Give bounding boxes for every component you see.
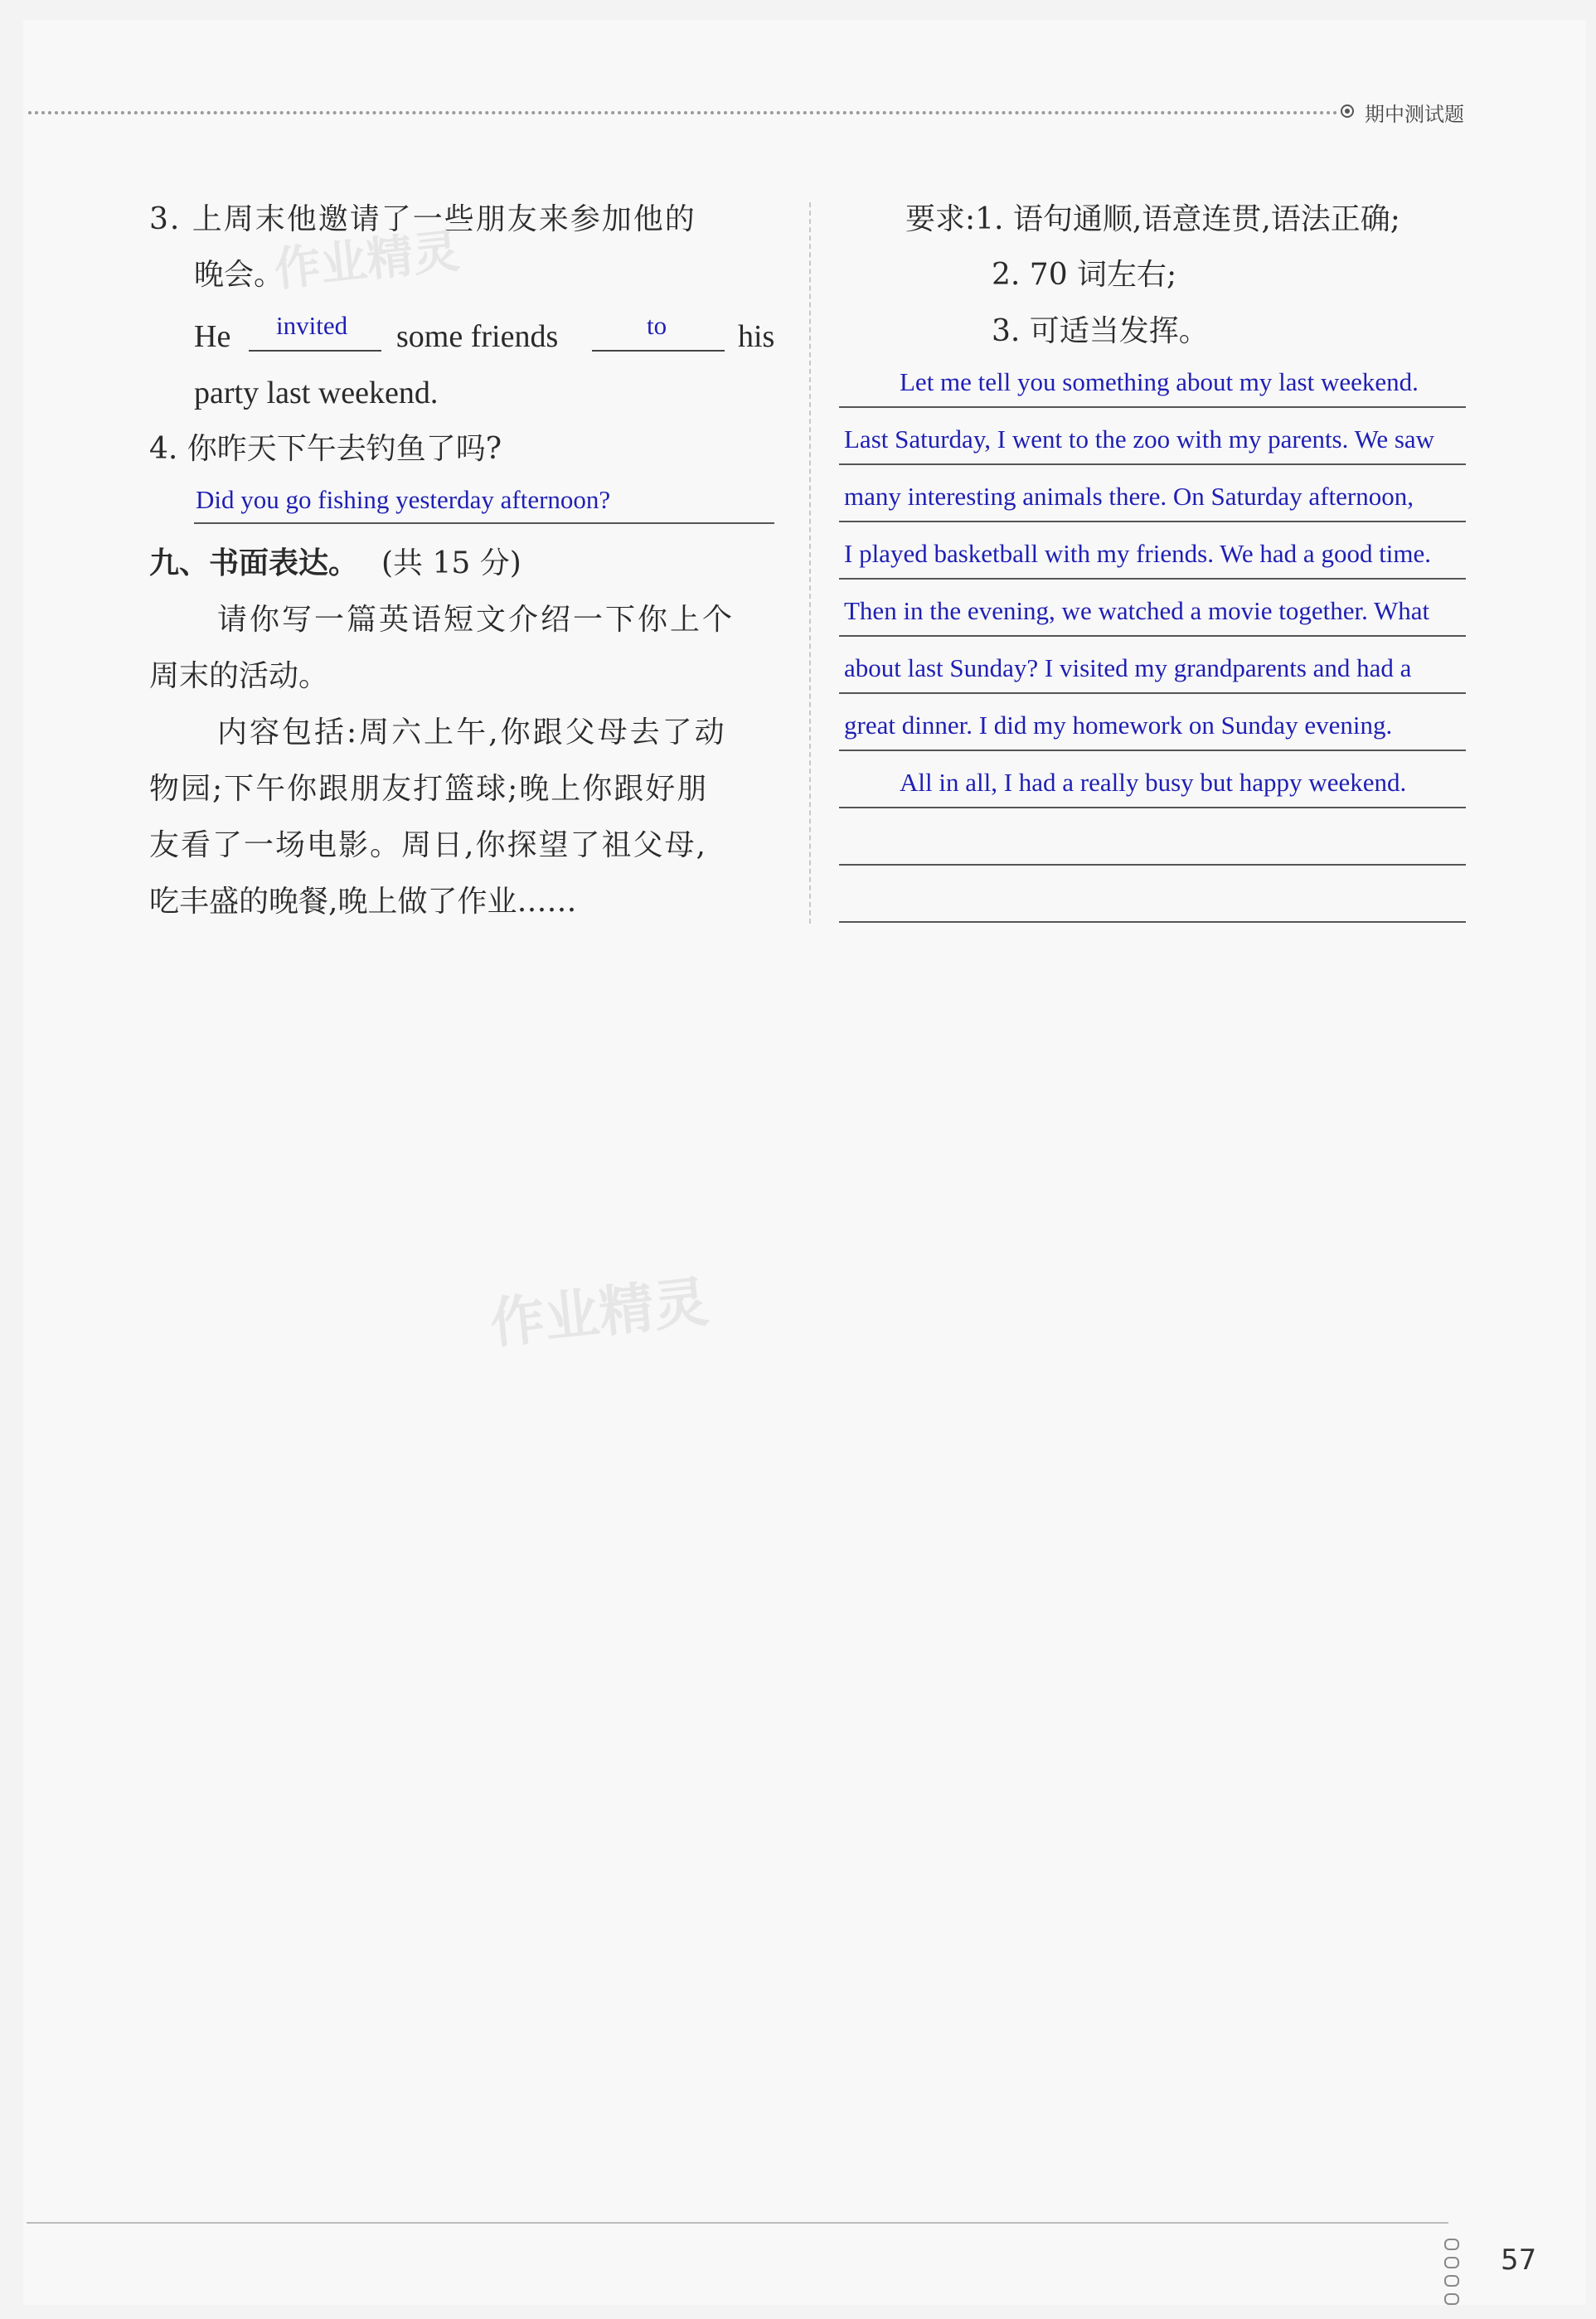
requirement-3: 3. 可适当发挥。 (992, 314, 1209, 348)
essay-line-3: many interesting animals there. On Saturday afternoon, (844, 482, 1414, 511)
q3-he: He (194, 319, 231, 354)
essay-line-1: Let me tell you something about my last weekend. (900, 367, 1419, 396)
q4-prompt: 4. 你昨天下午去钓鱼了吗? (149, 432, 502, 466)
margin-mark (1444, 2257, 1459, 2268)
page-sheet (23, 20, 1586, 2305)
essay-rule-9 (839, 864, 1466, 866)
essay-line-5: Then in the evening, we watched a movie together. What (844, 596, 1430, 625)
q3-his: his (738, 319, 775, 354)
essay-line-6: about last Sunday? I visited my grandparents and had a (844, 653, 1412, 682)
q4-answer: Did you go fishing yesterday afternoon? (196, 485, 611, 514)
margin-mark (1444, 2239, 1459, 2250)
content-line1: 内容包括:周六上午,你跟父母去了动 (217, 716, 727, 750)
q3-line2: party last weekend. (194, 376, 439, 410)
essay-rule-4 (839, 578, 1466, 580)
essay-line-8: All in all, I had a really busy but happy weekend. (900, 768, 1407, 797)
essay-rule-10 (839, 921, 1466, 923)
essay-rule-6 (839, 692, 1466, 694)
instruction-line2: 周末的活动。 (149, 659, 329, 693)
requirement-1: 要求:1. 语句通顺,语意连贯,语法正确; (905, 202, 1400, 236)
margin-mark (1444, 2293, 1459, 2305)
q3-some-friends: some friends (396, 319, 559, 354)
essay-line-7: great dinner. I did my homework on Sunday evening. (844, 711, 1393, 740)
bullet-icon (1341, 104, 1354, 118)
instruction-line1: 请你写一篇英语短文介绍一下你上个 (217, 603, 735, 637)
section9-title: 九、书面表达。 (149, 546, 359, 580)
essay-rule-7 (839, 750, 1466, 751)
essay-rule-1 (839, 406, 1466, 408)
essay-rule-5 (839, 635, 1466, 637)
watermark: 作业精灵 (487, 1269, 711, 1356)
essay-rule-3 (839, 521, 1466, 522)
section-title: 期中测试题 (1365, 103, 1464, 126)
q3-blank2-answer: to (647, 311, 667, 340)
content-line4: 吃丰盛的晚餐,晚上做了作业…… (149, 885, 577, 919)
content-line3: 友看了一场电影。周日,你探望了祖父母, (149, 828, 707, 862)
margin-mark (1444, 2275, 1459, 2287)
column-divider (809, 202, 811, 924)
essay-line-4: I played basketball with my friends. We had a good time. (844, 539, 1432, 568)
q3-blank1-answer: invited (276, 311, 348, 340)
requirement-2: 2. 70 词左右; (992, 258, 1177, 292)
essay-rule-8 (839, 807, 1466, 808)
essay-rule-2 (839, 463, 1466, 465)
essay-line-2: Last Saturday, I went to the zoo with my parents. We saw (844, 425, 1435, 454)
q3-blank1-line (249, 350, 381, 352)
q4-answer-line (194, 522, 774, 524)
q3-blank2-line (592, 350, 725, 352)
page-number: 57 (1501, 2244, 1537, 2277)
section9-points: (共 15 分) (381, 546, 521, 580)
q3-prompt-line1: 3. 上周末他邀请了一些朋友来参加他的 (149, 202, 696, 236)
footer-rule (27, 2222, 1448, 2224)
content-line2: 物园;下午你跟朋友打篮球;晚上你跟好朋 (149, 772, 709, 806)
header-dotted-rule (28, 111, 1338, 114)
q3-prompt-line2: 晚会。 (194, 258, 284, 292)
watermark: 作业精灵 (271, 224, 463, 298)
